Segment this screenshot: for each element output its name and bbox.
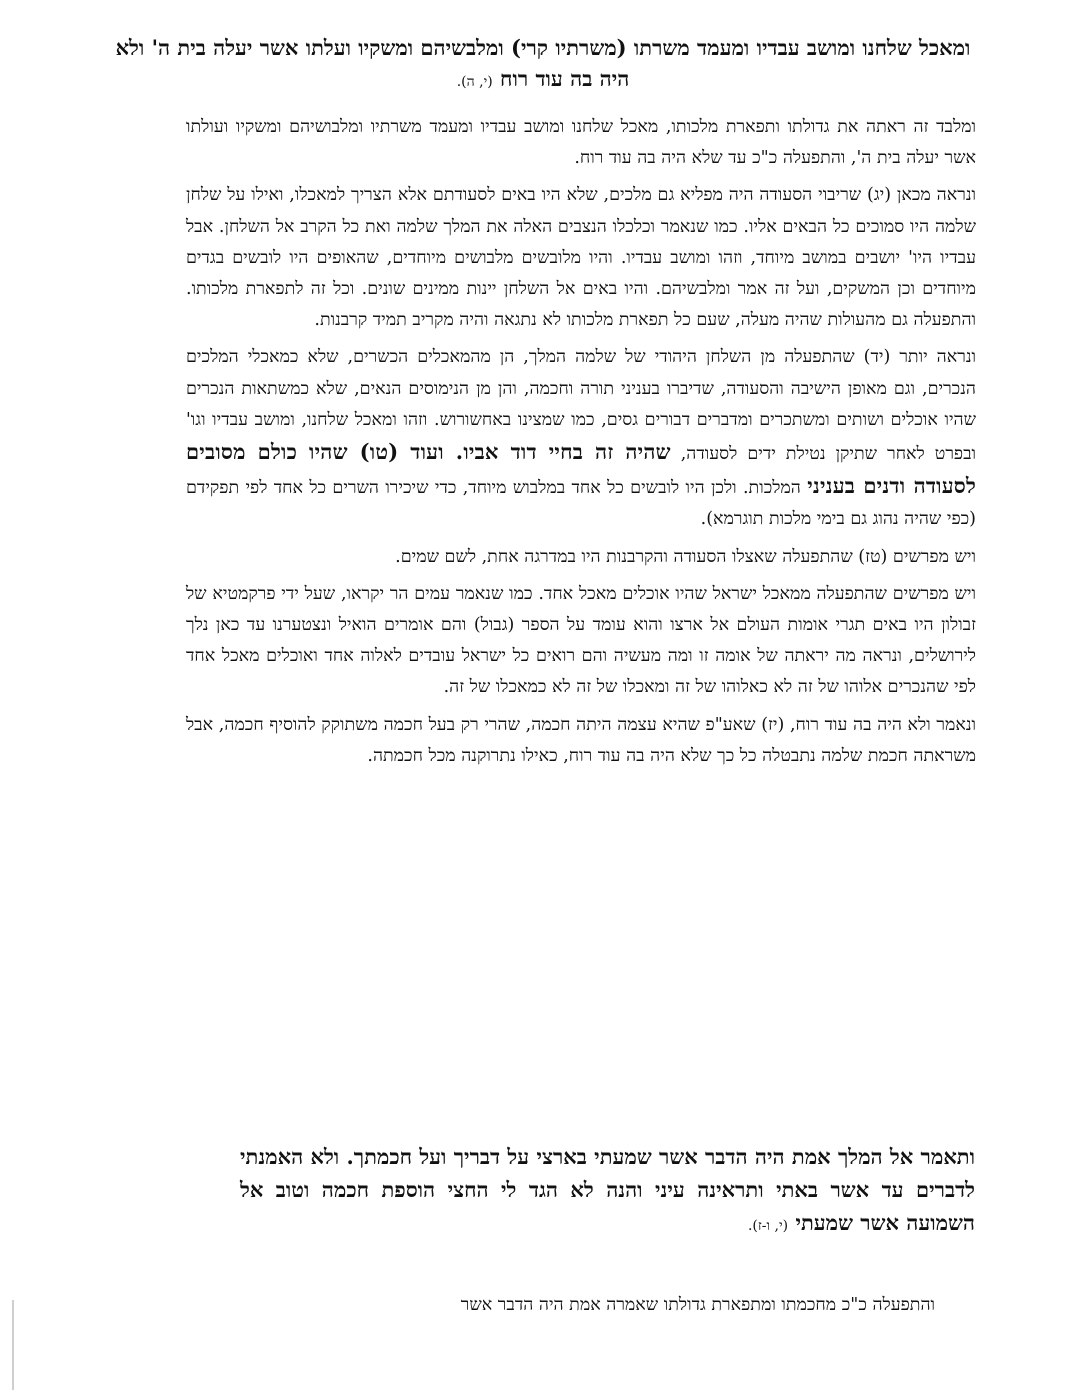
- paragraph-with-emphasis: [186, 342, 976, 535]
- verse-heading-ref: (י, ה).: [456, 74, 493, 90]
- verse-quote-text: ותאמר אל המלך אמת היה הדבר אשר שמעתי בארצי על דבריך ועל חכמתך. ולא האמנתי לדברים עד אשר באתי ותראינה עיני והנה לא הגד לי החצי הוספת חכמה וטוב אל השמועה אשר שמעתי: [240, 1144, 975, 1235]
- paragraph-continuation: המלכות. ולכן היו לובשים כל אחד במלבוש מיוחד, כדי שיכירו השרים כל אחד לפי תפקידם (כפי שהיה נהוג גם בימי מלכות תוגרמא).: [186, 478, 976, 530]
- paragraph: ונאמר ולא היה בה עוד רוח, (יז) שאע"פ שהיא עצמה היתה חכמה, שהרי רק בעל חכמה משתוקק להוסיף חכמה, אבל משראתה חכמת שלמה נתבטלה כל כך שלא היה בה עוד רוח, כאילו נתרוקנה מכל חכמתה.: [186, 714, 976, 766]
- emphasis-line: שהיה זה בחיי דוד אביו. ועוד (טו) שהיו כולם מסובים לסעודה ודנים בעניני: [186, 439, 976, 499]
- paragraph: ונראה מכאן (יג) שריבוי הסעודה היה מפליא גם מלכים, שלא היו באים לסעודתם אלא הצריך למאכלו, ואילו על שלחן שלמה היו סמוכים כל הבאים אליו. כמו שנאמר וכלכלו הנצבים האלה את המלך שלמה ואת כל הקרב אל השלחן. אבל עבדיו היו' יושבים במושב מיוחד, וזהו ומושב עבדיו. והיו מלובשים מלבושים מיוחדים, שהאופים היו לובשים בגדים מיוחדים וכן המשקים, ועל זה אמר ומלבשיהם. והיו באים אל השלחן יינות ממינים שונים. וכל זה לתפארת מלכותו. והתפעלה גם מהעולות שהיה מעלה, שעם כל תפארת מלכותו לא נתגאה והיה מקריב תמיד קרבנות.: [186, 185, 976, 331]
- paragraph: ומלבד זה ראתה את גדולתו ותפארת מלכותו, מאכל שלחנו ומושב עבדיו ומעמד משרתיו ומלבושיהם ומשקיו ועולתו אשר יעלה בית ה', והתפעלה כ"כ עד שלא היה בה עוד רוח.: [186, 117, 976, 169]
- paragraph: ויש מפרשים (טז) שהתפעלה שאצלו הסעודה והקרבנות היו במדרגה אחת, לשם שמים.: [395, 546, 976, 567]
- verse-heading: [108, 32, 978, 98]
- bottom-paragraph-text: והתפעלה כ"כ מחכמתו ומתפארת גדולתו שאמרה אמת היה הדבר אשר: [460, 1295, 935, 1315]
- verse-quote-ref: (י, ו-ז).: [747, 1218, 789, 1234]
- commentary-body: [186, 112, 976, 778]
- paragraph-text: ונראה יותר (יד) שהתפעלה מן השלחן היהודי של שלמה המלך, הן מהמאכלים הכשרים, שלא כמאכלי המלכים הנכרים, וגם מאופן הישיבה והסעודה, שדיברו בעניני תורה וחכמה, והן מן הנימוסים הנאים, שלא כמשתאות הנכרים שהיו אוכלים ושותים ומשתכרים ומדברים דבורים גסים, כמו שמצינו באחשורוש. וזהו ומאכל שלחנו, ומושב עבדיו וגו' ובפרט לאחר שתיקן נטילת ידים לסעודה,: [186, 347, 977, 465]
- verse-quote: [240, 1140, 975, 1243]
- bottom-paragraph-start: [200, 1290, 935, 1320]
- verse-heading-text: ומאכל שלחנו ומושב עבדיו ומעמד משרתו (משרתיו קרי) ומלבשיהם ומשקיו ועלתו אשר יעלה בית ה' ולא היה בה עוד רוח: [115, 35, 971, 91]
- scan-artifact: [12, 1300, 14, 1390]
- paragraph: ויש מפרשים שהתפעלה ממאכל ישראל שהיו אוכלים מאכל אחד. כמו שנאמר עמים הר יקראו, שעל ידי פרקמטיא של זבולון היו באים תגרי אומות העולם אל ארצו והוא עומד על הספר (גבול) והם אומרים הואיל ונצטערנו עד כאן נלך לירושלים, ונראה מה יראתה של אומה זו ומה מעשיה והם רואים כל ישראל עובדים לאלוה אחד ואוכלים מאכל אחד לפי שהנכרים אלוהו של זה לא כאלוהו של זה ומאכלו של זה לא כמאכלו של זה.: [186, 583, 976, 698]
